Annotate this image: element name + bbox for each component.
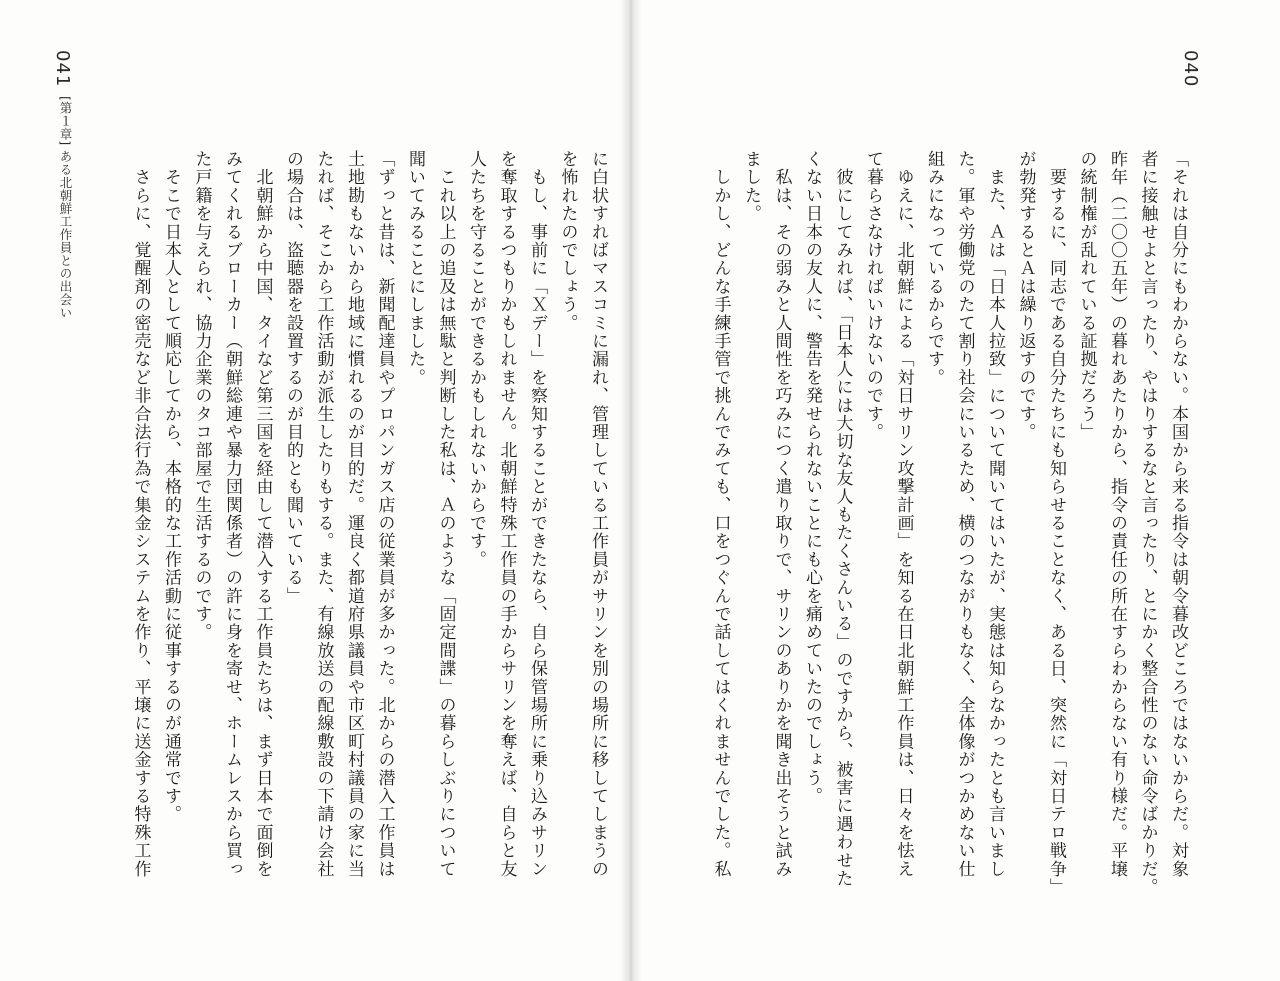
body-line: の場合は、盗聴器を設置するのが目的とも聞いている」 [283,150,303,605]
body-line: 「それは自分にもわからない。本国から来る指令は朝令暮改どころではないからだ。対象 [1168,150,1188,878]
body-line: たれば、そこから工作活動が派生したりもする。また、有線放送の配線敷設の下請け会社 [313,150,334,878]
body-line: 昨年（二〇〇五年）の暮れあたりから、指令の責任の所在すらわからない有り様だ。平壌 [1107,150,1127,878]
body-line: 彼にしてみれば、「日本人には大切な友人もたくさんいる」のですから、被害に遇わせた [832,150,853,888]
body-line: 「ずっと昔は、新聞配達員やプロパンガス店の従業員が多かった。北からの潜入工作員は [374,150,395,878]
body-line: しかし、どんな手練手管で挑んでみても、口をつぐんで話してはくれませんでした。私 [710,150,731,878]
right-page-body [705,150,1193,897]
body-line: ました。 [741,150,761,223]
running-head: [第１章] ある北朝鮮工作員との出会い [58,96,73,320]
body-line: た戸籍を与えられ、協力企業のタコ部屋で生活するのです。 [191,150,212,642]
body-line: 土地勘もないから地域に慣れるのが目的だ。運良く都道府県議員や市区町村議員の家に当 [344,150,364,878]
body-line: 者に接触せよと言ったり、やはりするなと言ったり、とにかく整合性のない命令ばかりだ。 [1137,150,1158,897]
body-line: もし、事前に「Ｘデー」を察知することができたなら、自ら保管場所に乗り込みサリン [527,150,547,878]
body-line: て暮らさなければいけないのです。 [863,150,883,442]
body-line: を奪取するつもりかもしれません。北朝鮮特殊工作員の手からサリンを奪えば、自らと友 [496,150,517,878]
body-line: 北朝鮮から中国、タイなど第三国を経由して潜入する工作員たちは、まず日本で面倒を [252,150,273,878]
body-line: 要するに、同志である自分たちにも知らせることなく、ある日、突然に「対日テロ戦争」 [1046,150,1066,897]
body-line: みてくれるブローカー（朝鮮総連や暴力団関係者）の許に身を寄せ、ホームレスから買っ [222,150,242,878]
body-line: 私は、その弱みと人間性を巧みにつく遣り取りで、サリンのありかを聞き出そうと試み [771,150,792,878]
body-line: を怖れたのでしょう。 [557,150,578,332]
body-line: そこで日本人として順応してから、本格的な工作活動に従事するのが通常です。 [161,150,181,824]
body-line: の統制権が乱れている証拠だろう」 [1076,150,1097,442]
body-line: が勃発するとＡは繰り返すのです。 [1015,150,1036,442]
body-line: くない日本の友人に、警告を発せられないことにも心を痛めていたのでしょう。 [802,150,822,806]
left-page-body [125,150,613,878]
body-line: これ以上の追及は無駄と判断した私は、Ａのような「固定間諜」の暮らしぶりについて [435,150,456,878]
body-line: 組みになっているからです。 [924,150,944,387]
body-line: 聞いてみることにしました。 [405,150,425,387]
right-page [630,0,1280,981]
body-line: また、Ａは「日本人拉致」について聞いてはいたが、実態は知らなかったとも言いまし [985,150,1005,878]
page-number-left: 041 [52,50,73,88]
left-page [0,0,630,981]
body-line: ゆえに、北朝鮮による「対日サリン攻撃計画」を知る在日北朝鮮工作員は、日々を怯え [893,150,914,879]
body-line: た。軍や労働党のたて割り社会にいるため、横のつながりもなく、全体像がつかめない仕 [954,150,975,878]
body-line: に白状すればマスコミに漏れ、管理している工作員がサリンを別の場所に移してしまうの [588,150,608,878]
body-line: 人たちを守ることができるかもしれないからです。 [466,150,486,569]
body-line: さらに、覚醒剤の密売など非合法行為で集金システムを作り、平壌に送金する特殊工作 [130,150,151,878]
page-number-right: 040 [1180,50,1201,88]
